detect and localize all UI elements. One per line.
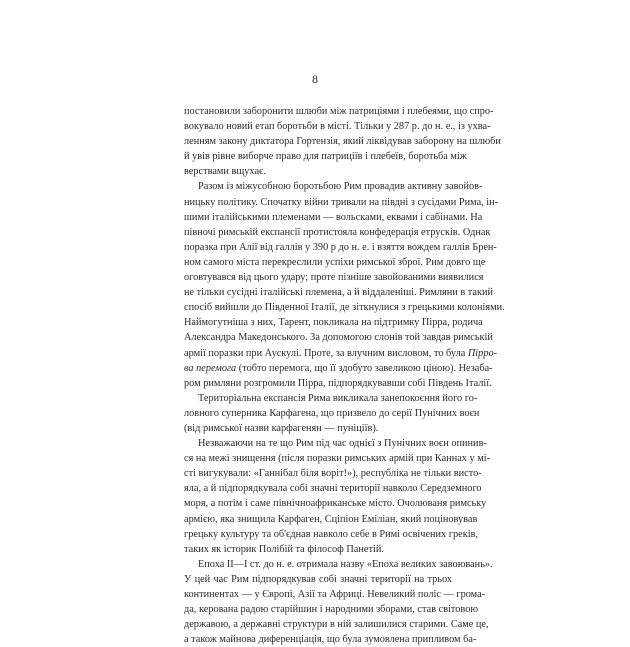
text-line: спосіб вийшли до Південної Італії, де зіткнулися з грецькими колоніями. [184, 302, 505, 314]
text-line: да, керована радою старійшин і народними зборами, став світовою [184, 604, 479, 616]
text-line: Територіальна експансія Рима викликала занепокоєння його го- [198, 392, 478, 404]
text-line: не тільки сусідні італійські племена, а й віддаленіші. Римляни в такий [184, 287, 494, 299]
text-line: ром римляни розгромили Пірра, підпорядкувавши собі Південь Італії. [184, 377, 492, 389]
italic-phrase: ва перемога [184, 362, 237, 374]
paragraph [184, 557, 493, 647]
text-line: сті вигукували: «Ганнібал біля воріт!»), республіка не тільки висто- [184, 468, 482, 480]
text-line: ном самого міста перекреслили успіхи римської зброї. Рим довго ще [184, 256, 486, 268]
text-line: шими італійськими племенами — вольсками, еквами і сабінами. На [184, 211, 483, 223]
text-line: верствами вщухає. [184, 166, 267, 178]
text-line: Незважаючи на те що Рим під час однієї з Пунічних воєн опинив- [198, 438, 487, 450]
text-line: ловного суперника Карфагена, що призвело до серії Пунічних воєн [184, 407, 480, 419]
paragraph [184, 179, 505, 390]
text-line: оговтувався від цього удару; проте пізніше завойованими виявилися [184, 272, 484, 284]
text-line: (від римської назви карфагенян — пуніціїв). [184, 422, 379, 434]
paragraph [184, 104, 501, 179]
text-line: ся на межі знищення (після поразки римських армій при Каннах у мі- [184, 453, 491, 465]
text-line: яла, а й підпорядкувала собі значні території навколо Середземного [184, 483, 482, 495]
text-line: вокувало новий етап боротьби в місті. Тільки у 287 р. до н. е., із ухва- [184, 121, 491, 133]
text-line: Александра Македонського. За допомогою слонів той завдав римській [184, 332, 493, 344]
body-text [184, 104, 505, 647]
text-line: Епоха II—I ст. до н. е. отримала назву «Епоха великих завоювань». [198, 558, 493, 570]
text-line: державою, а державні структури в ній залишилися старими. Саме це, [184, 619, 489, 631]
page-number: 8 [312, 72, 318, 86]
text-line: моря, а потім і саме північноафриканське місто. Очолюваня римську [184, 498, 487, 510]
text-line: поразка при Алії від галлів у 390 р до н. е. і взяття вождем галлів Брен- [184, 241, 497, 253]
paragraph [184, 391, 480, 436]
italic-phrase: Пірро- [467, 347, 498, 359]
text-line: ва перемога (тобто перемога, що її здобуто завеликою ціною). Незаба- [184, 362, 493, 374]
text-line: Наймогутніша з них, Тарент, покликала на підтримку Пірра, родича [184, 317, 483, 329]
paragraph [184, 436, 491, 557]
text-line: ленням закону диктатора Гортензія, який ліквідував заборону на шлюби [184, 136, 501, 148]
text-line: грецьку культуру та об'єднав навколо себе в Римі освічених греків, [184, 528, 479, 540]
text-line: постановили заборонити шлюби між патриціями і плебеями, що спро- [184, 106, 494, 117]
text-line: ницьку політику. Спочатку війни тривали на півдні з сусідами Рима, ін- [184, 196, 499, 208]
text-line: Разом із міжусобною боротьбою Рим провадив активну завойов- [198, 181, 483, 193]
text-line: таких як історик Полібій та філософ Панетій. [184, 543, 384, 555]
text-line: й увів рівне виборче право для патриціїв і плебеїв, боротьба між [184, 151, 467, 163]
text-line: а також майнова диференціація, що була зумовлена припливом ба- [184, 634, 477, 646]
text-line: армією, яка знищила Карфаген, Сціпіон Еміліан, який поціновував [184, 513, 478, 525]
text-line: У цей час Рим підпорядкував собі значні території на трьох [184, 573, 452, 585]
text-line: континентах — у Європі, Азії та Африці. Невеликий поліс — грома- [184, 589, 486, 600]
text-line: півночі римській експансії протистояла конфедерація етрусків. Однак [184, 226, 491, 238]
text-line: армії поразки при Аускулі. Проте, за влучним висловом, то була Пірро- [184, 347, 498, 359]
